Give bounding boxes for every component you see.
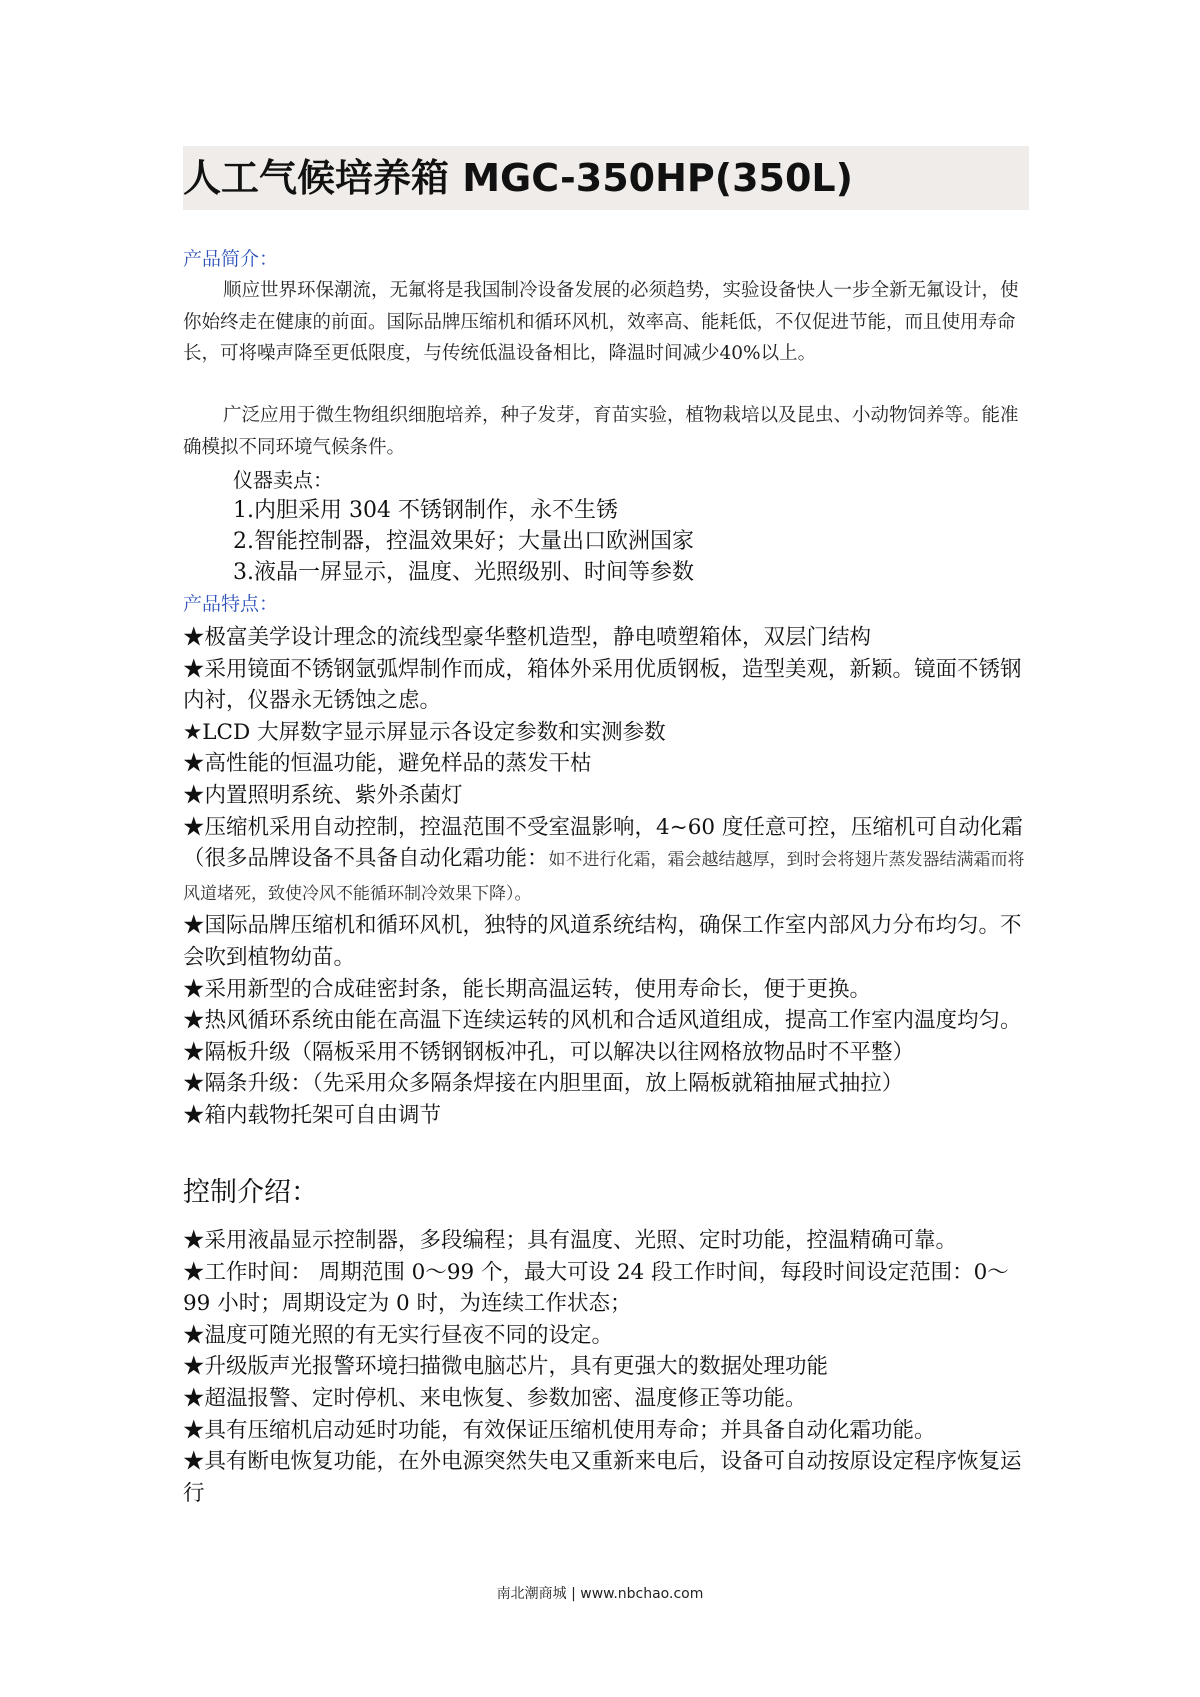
control-heading: 控制介绍： — [183, 1177, 318, 1208]
control-item: ★工作时间： 周期范围 0～99 个，最大可设 24 段工作时间，每段时间设定范围：0～99 小时；周期设定为 0 时，为连续工作状态； — [183, 1259, 1009, 1317]
features-heading: 产品特点： — [183, 593, 279, 615]
control-item: ★升级版声光报警环境扫描微电脑芯片，具有更强大的数据处理功能 — [183, 1354, 829, 1380]
feature-item: ★内置照明系统、紫外杀菌灯 — [183, 782, 463, 808]
selling-point-3: 3.液晶一屏显示，温度、光照级别、时间等参数 — [233, 560, 694, 585]
feature-item: ★国际品牌压缩机和循环风机，独特的风道系统结构，确保工作室内部风力分布均匀。不会吹到植物幼苗。 — [183, 913, 1022, 970]
feature-item: ★箱内载物托架可自由调节 — [183, 1102, 442, 1128]
feature-item: ★热风循环系统由能在高温下连续运转的风机和合适风道组成，提高工作室内温度均匀。 — [183, 1008, 1022, 1034]
page-title: 人工气候培养箱 MGC-350HP(350L) — [183, 156, 854, 200]
control-item: ★具有压缩机启动延时功能，有效保证压缩机使用寿命；并具备自动化霜功能。 — [183, 1417, 936, 1443]
feature-item: ★极富美学设计理念的流线型豪华整机造型，静电喷塑箱体，双层门结构 — [183, 625, 872, 650]
intro-paragraph-1: 顺应世界环保潮流，无氟将是我国制冷设备发展的必须趋势，实验设备快人一步全新无氟设计，使你始终走在健康的前面。国际品牌压缩机和循环风机，效率高、能耗低，不仅促进节能，而且使用寿命长，可将噪声降至更低限度，与传统低温设备相比，降温时间减少40%以上。 — [183, 280, 1019, 364]
feature-item: ★LCD 大屏数字显示屏显示各设定参数和实测参数 — [183, 719, 666, 745]
selling-point-1: 1.内胆采用 304 不锈钢制作，永不生锈 — [233, 498, 618, 523]
control-item: ★采用液晶显示控制器，多段编程；具有温度、光照、定时功能，控温精确可靠。 — [183, 1228, 958, 1253]
feature-item: ★高性能的恒温功能，避免样品的蒸发干枯 — [183, 751, 592, 777]
control-item: ★具有断电恢复功能，在外电源突然失电又重新来电后，设备可自动按原设定程序恢复运行 — [183, 1449, 1022, 1506]
intro-heading: 产品简介： — [183, 248, 279, 270]
selling-points-heading: 仪器卖点： — [233, 468, 333, 492]
feature-item: ★采用新型的合成硅密封条，能长期高温运转，使用寿命长，便于更换。 — [183, 976, 872, 1002]
feature-item: ★隔板升级（隔板采用不锈钢钢板冲孔，可以解决以往网格放物品时不平整） — [183, 1039, 915, 1065]
page-footer: 南北潮商城 | www.nbchao.com — [496, 1586, 704, 1602]
control-item: ★超温报警、定时停机、来电恢复、参数加密、温度修正等功能。 — [183, 1385, 807, 1411]
control-item: ★温度可随光照的有无实行昼夜不同的设定。 — [183, 1322, 614, 1348]
defrost-note: 如不进行化霜，霜会越结越厚，到时会将翅片蒸发器结满霜而将风道堵死，致使冷风不能循环制冷效果下降）。 — [183, 850, 1025, 904]
feature-defrost-text: ★压缩机采用自动控制，控温范围不受室温影响，4~60 度任意可控，压缩机可自动化霜（很多品牌设备不具备自动化霜功能： — [183, 814, 1023, 872]
feature-item: ★采用镜面不锈钢氩弧焊制作而成，箱体外采用优质钢板，造型美观，新颖。镜面不锈钢内衬，仪器永无锈蚀之虑。 — [183, 656, 1022, 714]
feature-item-defrost — [183, 812, 1033, 911]
feature-item: ★隔条升级：（先采用众多隔条焊接在内胆里面，放上隔板就箱抽屉式抽拉） — [183, 1071, 904, 1097]
features-list — [183, 622, 1033, 1132]
intro-paragraph-2: 广泛应用于微生物组织细胞培养，种子发芽，育苗实验，植物栽培以及昆虫、小动物饲养等。能准确模拟不同环境气候条件。 — [183, 405, 1019, 458]
selling-point-2: 2.智能控制器，控温效果好；大量出口欧洲国家 — [233, 529, 694, 554]
control-list — [183, 1225, 1033, 1509]
